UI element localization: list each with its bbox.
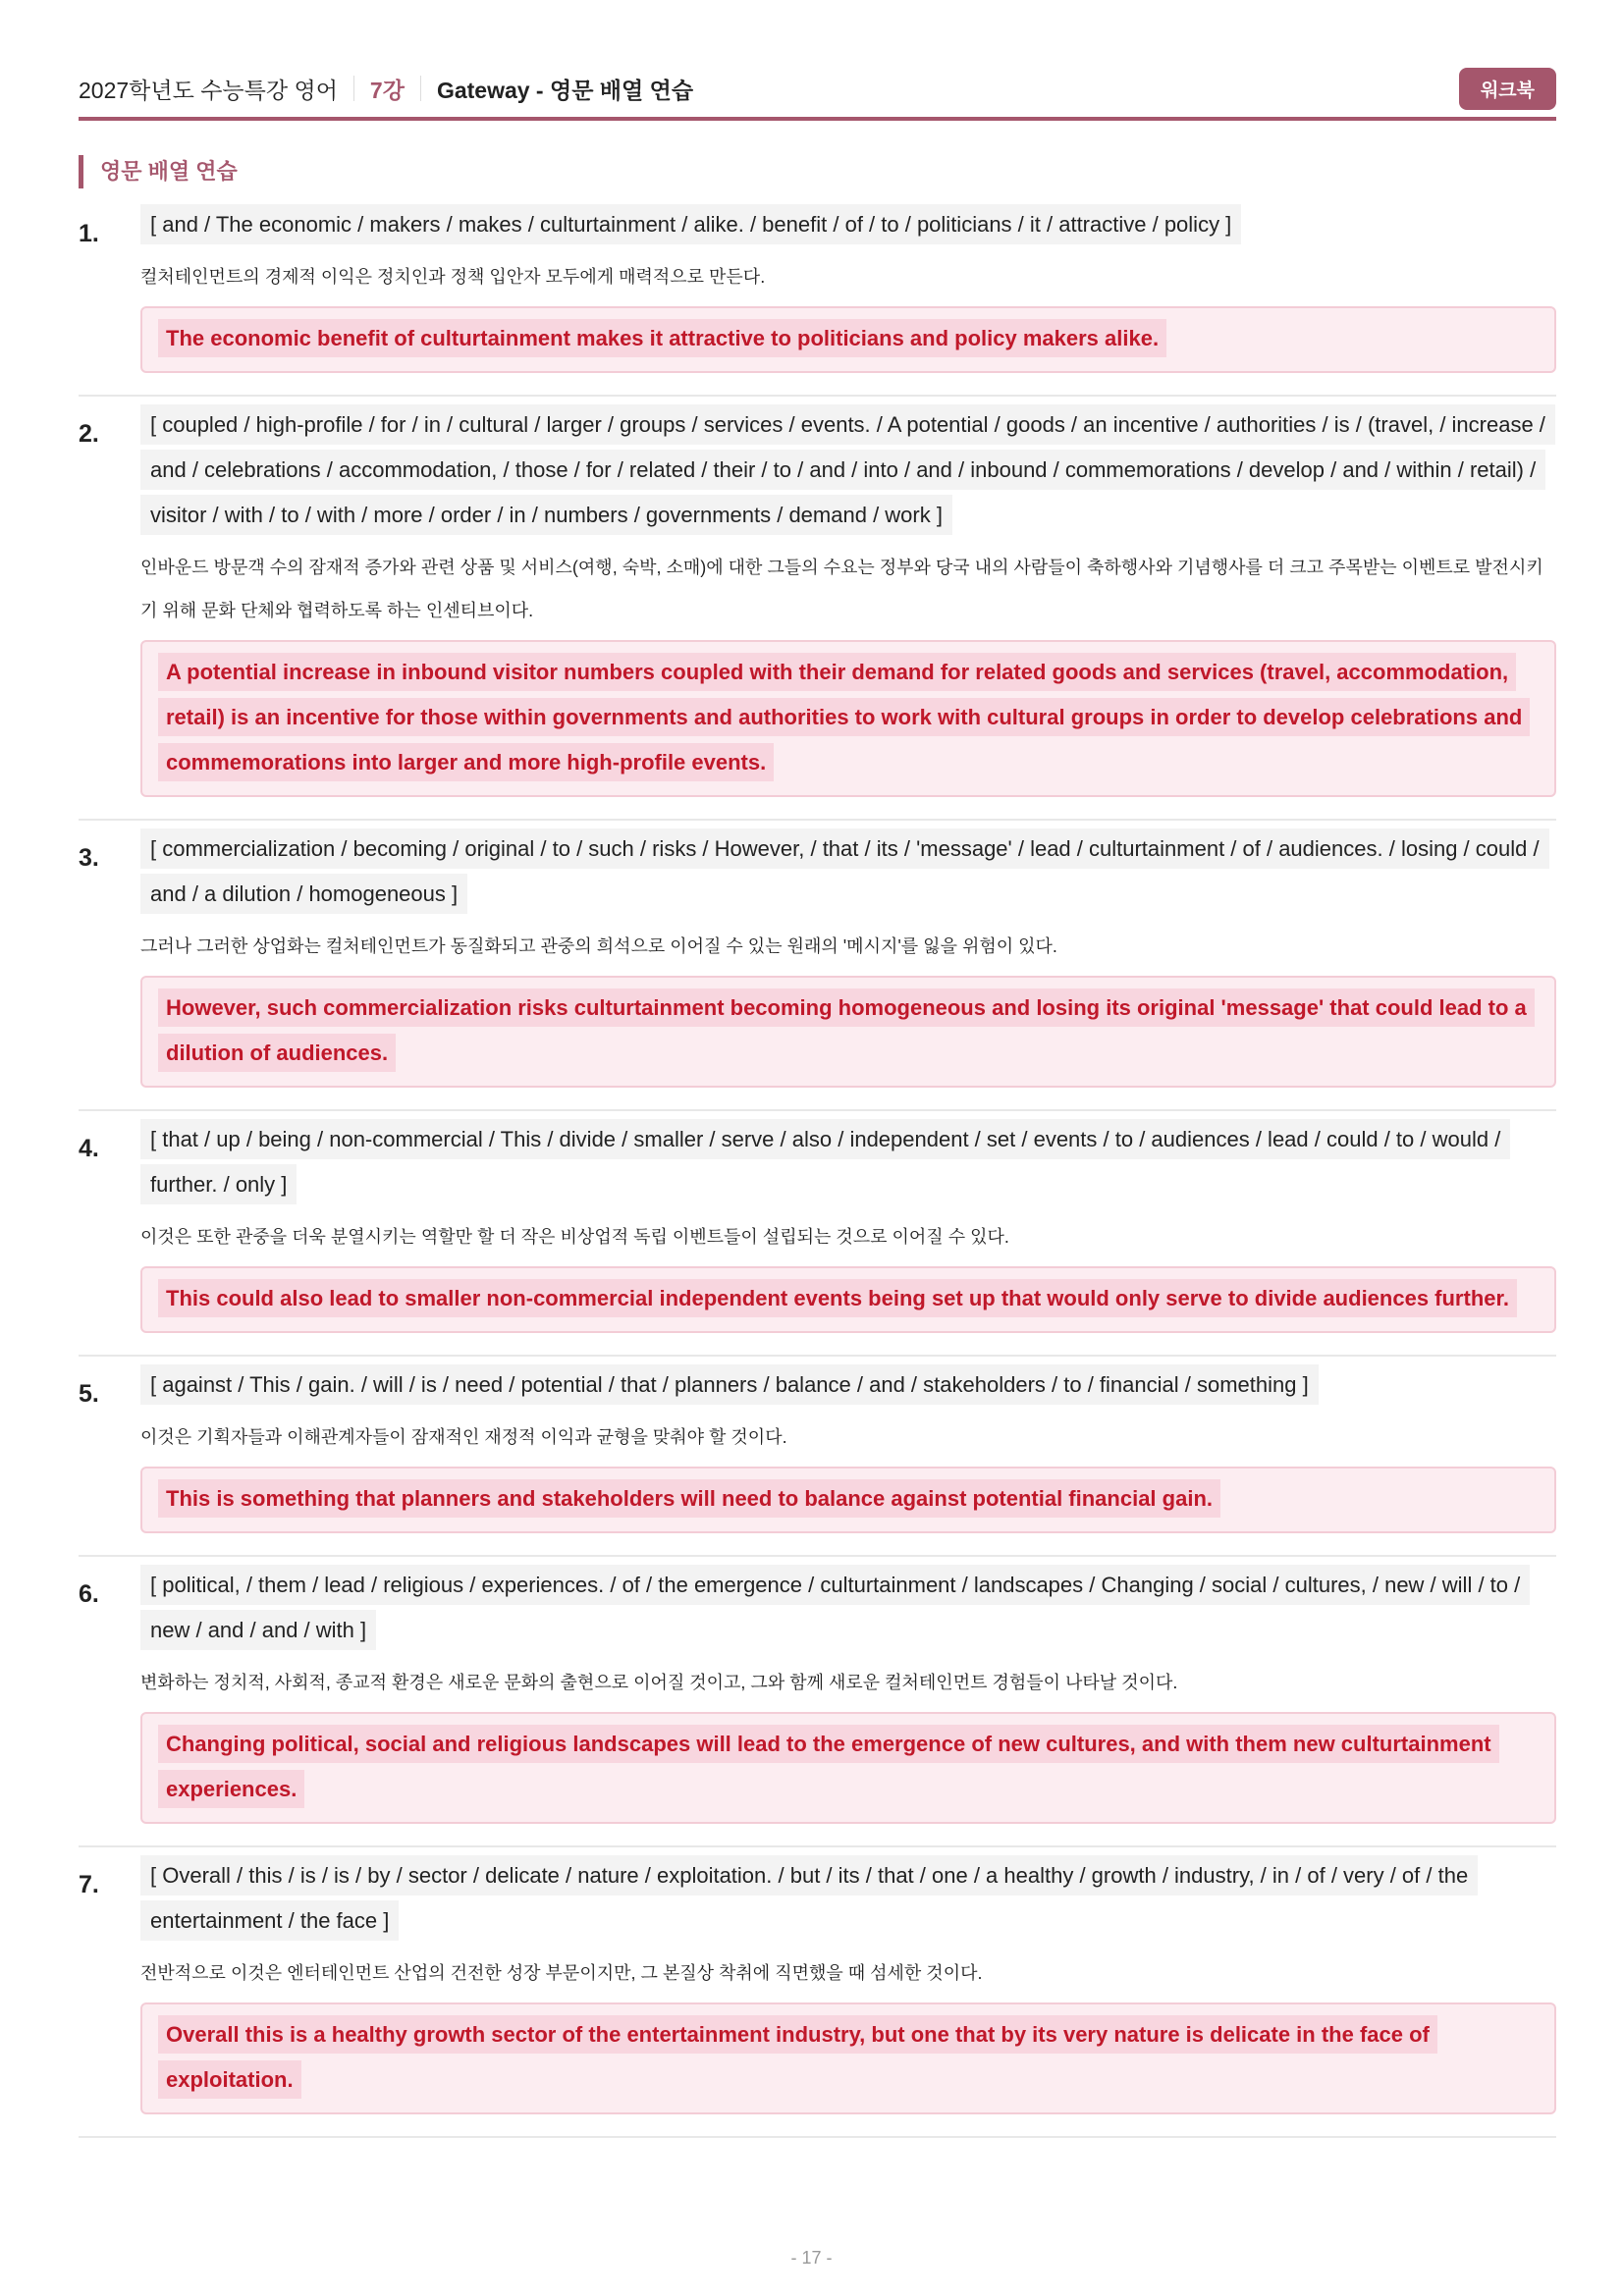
header-rule (79, 117, 1556, 121)
scrambled-words (140, 402, 1556, 538)
answer-text: Changing political, social and religious landscapes will lead to the emergence of new cultures, and with them new culturtainment experiences. (158, 1725, 1499, 1808)
scrambled-text: [ political, / them / lead / religious / experiences. / of / the emergence / culturtainment / landscapes / Changing / social / cultures, / new / will / to / new / and / and / with ] (140, 1565, 1530, 1650)
answer-box (140, 1266, 1556, 1333)
korean-translation: 이것은 기획자들과 이해관계자들이 잠재적인 재정적 이익과 균형을 맞춰야 할 것이다. (140, 1427, 787, 1447)
answer-box (140, 976, 1556, 1088)
scrambled-words (140, 1853, 1556, 1944)
item-body (140, 827, 1556, 1088)
workbook-badge: 워크북 (1459, 68, 1556, 110)
book-title: 2027학년도 수능특강 영어 (79, 77, 338, 103)
scrambled-text: [ coupled / high-profile / for / in / cultural / larger / groups / services / events. / A potential / goods / an incentive / authorities / is / (travel, / increase / and / celebrations / accommodation, / those / for / related / their / to / and / into / and / inbound / commemorations / develop / and / within / retail) / visitor / with / to / with / more / order / in / numbers / governments / demand / work ] (140, 404, 1555, 535)
lesson-number: 7강 (369, 77, 405, 103)
scrambled-text: [ against / This / gain. / will / is / need / potential / that / planners / balance / and / stakeholders / to / financial / something ] (140, 1364, 1319, 1405)
item-body (140, 202, 1556, 373)
scrambled-words (140, 827, 1556, 917)
item-body (140, 1853, 1556, 2114)
answer-text: However, such commercialization risks culturtainment becoming homogeneous and losing its original 'message' that could lead to a dilution of audiences. (158, 988, 1535, 1072)
scrambled-words (140, 1117, 1556, 1207)
exercise-list (79, 196, 1556, 2138)
item-number: 2. (79, 420, 99, 448)
korean-translation: 전반적으로 이것은 엔터테인먼트 산업의 건전한 성장 부문이지만, 그 본질상 착취에 직면했을 때 섬세한 것이다. (140, 1963, 983, 1983)
korean-translation: 그러나 그러한 상업화는 컬처테인먼트가 동질화되고 관중의 희석으로 이어질 수 있는 원래의 '메시지'를 잃을 위험이 있다. (140, 936, 1057, 956)
item-number: 7. (79, 1871, 99, 1898)
item-body (140, 1362, 1556, 1533)
scrambled-text: [ commercialization / becoming / original / to / such / risks / However, / that / its / 'message' / lead / culturtainment / of / audiences. / losing / could / and / a dilution / homogeneous ] (140, 828, 1549, 914)
answer-text: This is something that planners and stakeholders will need to balance against potential financial gain. (158, 1479, 1220, 1518)
divider (353, 76, 354, 101)
scrambled-text: [ and / The economic / makers / makes / culturtainment / alike. / benefit / of / to / politicians / it / attractive / policy ] (140, 204, 1241, 244)
item-number: 5. (79, 1380, 99, 1408)
answer-box (140, 306, 1556, 373)
item-number: 4. (79, 1135, 99, 1162)
answer-box (140, 1712, 1556, 1824)
korean-translation: 인바운드 방문객 수의 잠재적 증가와 관련 상품 및 서비스(여행, 숙박, 소매)에 대한 그들의 수요는 정부와 당국 내의 사람들이 축하행사와 기념행사를 더 크고 주목받는 이벤트로 발전시키기 위해 문화 단체와 협력하도록 하는 인센티브이다. (140, 558, 1543, 620)
answer-text: The economic benefit of culturtainment makes it attractive to politicians and policy makers alike. (158, 319, 1166, 357)
scrambled-words (140, 1362, 1556, 1408)
answer-text: This could also lead to smaller non-commercial independent events being set up that would only serve to divide audiences further. (158, 1279, 1517, 1317)
exercise-item (79, 1847, 1556, 2138)
answer-text: Overall this is a healthy growth sector of the entertainment industry, but one that by its very nature is delicate in the face of exploitation. (158, 2015, 1437, 2099)
exercise-item (79, 196, 1556, 397)
scrambled-text: [ that / up / being / non-commercial / This / divide / smaller / serve / also / independent / set / events / to / audiences / lead / could / to / would / further. / only ] (140, 1119, 1510, 1204)
page-header (79, 61, 1556, 116)
exercise-item (79, 1357, 1556, 1557)
korean-translation: 컬처테인먼트의 경제적 이익은 정치인과 정책 입안자 모두에게 매력적으로 만든다. (140, 267, 766, 287)
item-body (140, 1117, 1556, 1333)
answer-text: A potential increase in inbound visitor numbers coupled with their demand for related goods and services (travel, accommodation, retail) is an incentive for those within governments and authorities to work with cultural groups in order to develop celebrations and commemorations into larger and more high-profile events. (158, 653, 1530, 781)
exercise-item (79, 821, 1556, 1111)
item-body (140, 402, 1556, 797)
korean-translation: 변화하는 정치적, 사회적, 종교적 환경은 새로운 문화의 출현으로 이어질 것이고, 그와 함께 새로운 컬처테인먼트 경험들이 나타날 것이다. (140, 1673, 1178, 1692)
answer-box (140, 640, 1556, 797)
item-body (140, 1563, 1556, 1824)
scrambled-words (140, 1563, 1556, 1653)
item-number: 1. (79, 220, 99, 247)
exercise-item (79, 397, 1556, 821)
page-title: Gateway - 영문 배열 연습 (436, 77, 694, 103)
exercise-item (79, 1111, 1556, 1357)
exercise-item (79, 1557, 1556, 1847)
scrambled-text: [ Overall / this / is / is / by / sector / delicate / nature / exploitation. / but / its / that / one / a healthy / growth / industry, / in / of / very / of / the entertainment / the face ] (140, 1855, 1478, 1941)
scrambled-words (140, 202, 1556, 247)
answer-box (140, 1467, 1556, 1533)
page-number: - 17 - (790, 2248, 833, 2268)
divider (420, 76, 421, 101)
section-title: 영문 배열 연습 (79, 155, 238, 188)
korean-translation: 이것은 또한 관중을 더욱 분열시키는 역할만 할 더 작은 비상업적 독립 이벤트들이 설립되는 것으로 이어질 수 있다. (140, 1227, 1009, 1247)
item-number: 6. (79, 1580, 99, 1608)
item-number: 3. (79, 844, 99, 872)
answer-box (140, 2002, 1556, 2114)
